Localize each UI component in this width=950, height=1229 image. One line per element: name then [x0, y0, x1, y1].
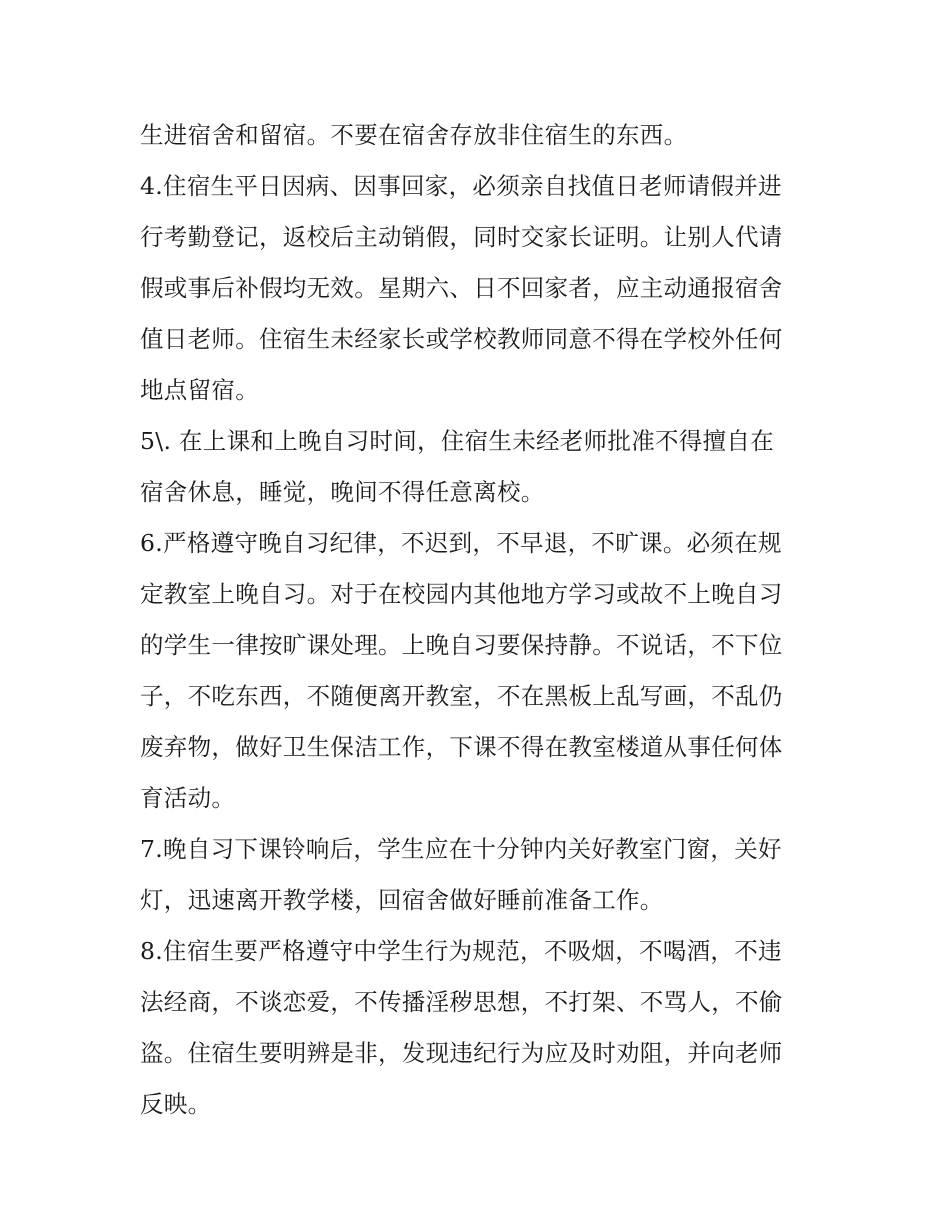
text-line: 宿舍休息，睡觉，晚间不得任意离校。 [140, 478, 545, 506]
text-line: 5\. 在上课和上晚自习时间，住宿生未经老师批准不得擅自在 [140, 427, 775, 455]
text-line: 6.严格遵守晚自习纪律，不迟到，不早退，不旷课。必须在规 [140, 529, 782, 557]
text-line: 子，不吃东西，不随便离开教室，不在黑板上乱写画，不乱仍 [140, 682, 783, 710]
text-line: 法经商，不谈恋爱，不传播淫秽思想，不打架、不骂人，不偷 [140, 988, 783, 1016]
text-line: 定教室上晚自习。对于在校园内其他地方学习或故不上晚自习 [140, 580, 783, 608]
text-line: 8.住宿生要严格遵守中学生行为规范，不吸烟，不喝酒，不违 [140, 937, 782, 965]
text-line: 7.晚自习下课铃响后，学生应在十分钟内关好教室门窗，关好 [140, 835, 782, 863]
text-line: 盗。住宿生要明辨是非，发现违纪行为应及时劝阻，并向老师 [140, 1039, 783, 1067]
text-line: 反映。 [140, 1090, 212, 1118]
text-line: 育活动。 [140, 784, 236, 812]
text-line: 4.住宿生平日因病、因事回家，必须亲自找值日老师请假并进 [140, 172, 782, 200]
text-line: 的学生一律按旷课处理。上晚自习要保持静。不说话，不下位 [140, 631, 783, 659]
text-line: 废弃物，做好卫生保洁工作，下课不得在教室楼道从事任何体 [140, 733, 783, 761]
text-line: 地点留宿。 [140, 376, 259, 404]
text-line: 生进宿舍和留宿。不要在宿舍存放非住宿生的东西。 [140, 121, 688, 149]
text-line: 灯，迅速离开教学楼，回宿舍做好睡前准备工作。 [140, 886, 664, 914]
text-line: 值日老师。住宿生未经家长或学校教师同意不得在学校外任何 [140, 325, 783, 353]
text-line: 假或事后补假均无效。星期六、日不回家者，应主动通报宿舍 [140, 274, 783, 302]
text-line: 行考勤登记，返校后主动销假，同时交家长证明。让别人代请 [140, 223, 783, 251]
document-body [140, 110, 815, 1130]
